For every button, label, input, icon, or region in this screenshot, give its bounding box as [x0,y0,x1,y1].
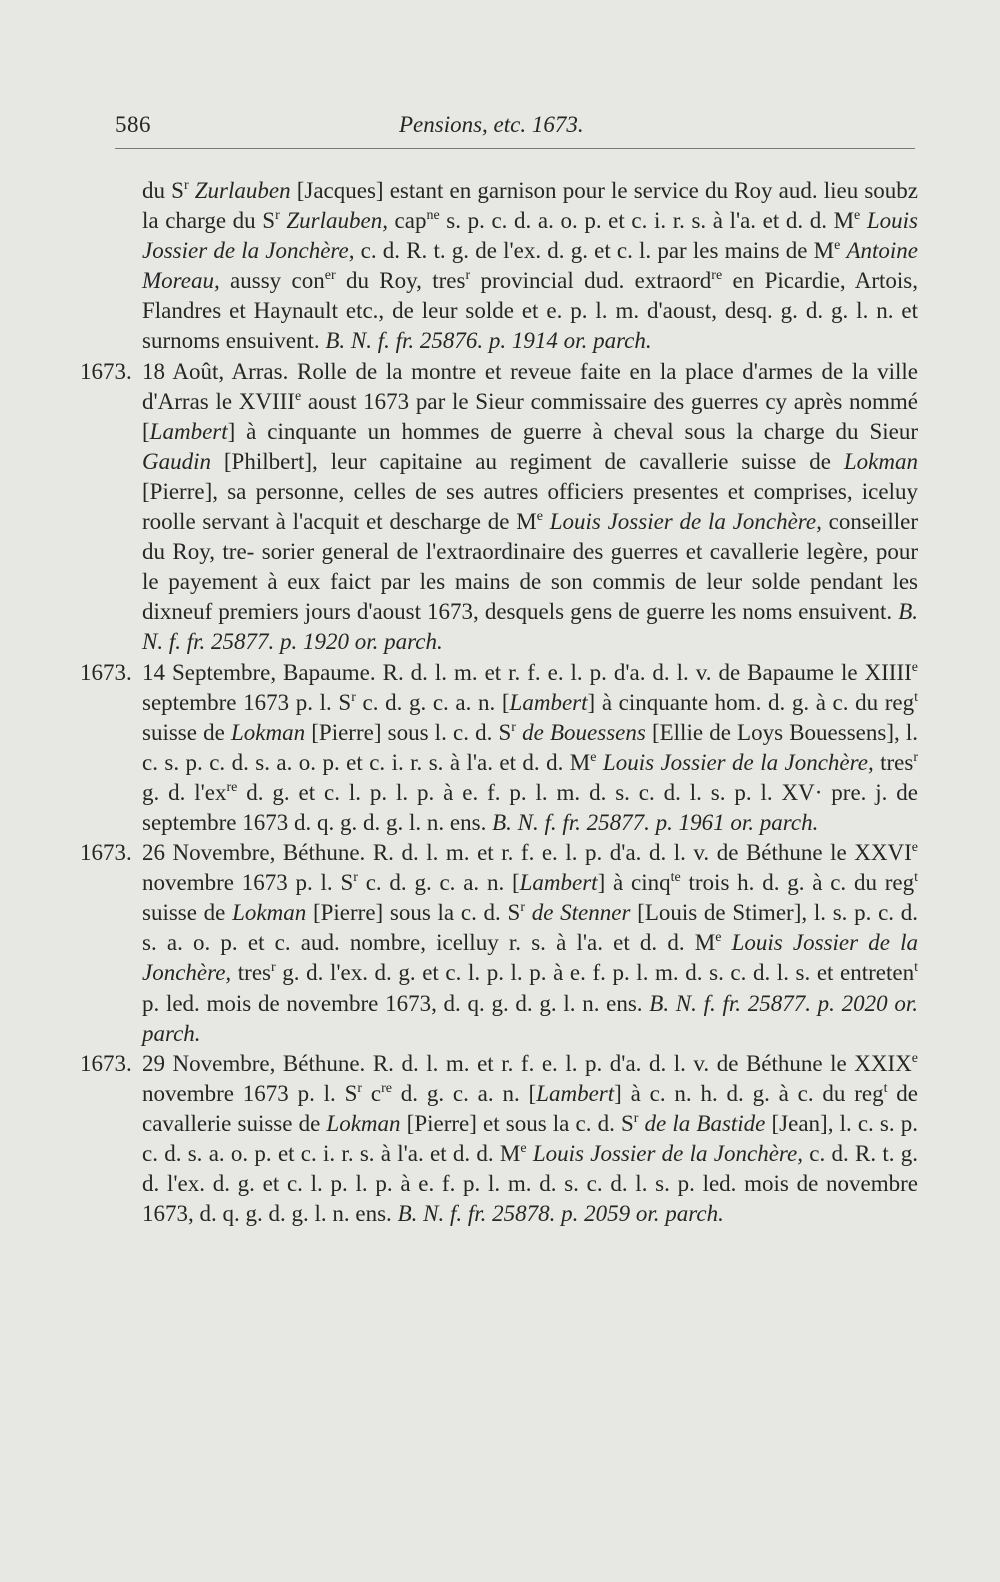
entry-paragraph [80,838,919,1049]
page-header [115,112,915,148]
entry-year: 1673. [80,659,132,685]
text-line: p. 1961 or. parch. [655,809,819,835]
text-line: pendant les dixneuf premiers jours d'aoust 1673, desquels gens de guerre [142,569,919,625]
text-line: à cinquante hom. d. g. à c. du reg$^t$ suisse de Lokman [Pierre] sous l. [142,689,918,745]
entry-year: 1673. [80,840,132,866]
entry-paragraph [142,176,918,357]
text-line: du $S^r$ Zurlauben [Jacques] estant en garnison pour le service du Roy [142,178,773,203]
text-line: i. r. s. à l'a. et d. d. Me Louis Jossier de la Jonchère, c. d. R. t. g. d. [142,1141,918,1197]
text-line: d. $l'ex^{re}$ d. g. et c. l. p. l. p. à e. f. p. l. m. d. s. c. d. l. s. p. l. XV· [168,779,823,805]
text-line: le payement à eux faict par les mains de son commis de leur solde [142,569,801,595]
entry-paragraph [80,658,919,839]
text-line: et descharge de Me Louis Jossier de la Jonchère, conseiller du Roy, tre- [142,509,919,565]
entry-paragraph [80,1049,919,1230]
text-line: c. d. $S^r$ de Bouessens [Ellie de Loys Bouessens], l. c. s. p. c. d. s. a. o. [142,719,919,775]
text-line: c. d. $S^r$ de Stenner [Louis de Stimer], l. s. p. c. d. s. a. o. p. et c. [142,900,919,956]
text-line: du Roy, tres$^r$ provincial dud. extraord$^{re}$ en Picardie, Artois, Flandres [142,268,919,324]
text-line: regiment de cavallerie suisse de Lokman [Pierre], sa personne, celles de [142,448,918,504]
text-line: l'ex. d. g. et c. l. p. l. p. à e. f. p. l. m. d. s. c. d. l. s. p. led. mois [166,1171,789,1197]
text-line: tres$^r$ g. d. l'ex. d. g. et c. l. p. l. p. à e. f. p. l. m. d. s. c. d. l. s. et [237,960,834,986]
text-line: 18 Août, Arras. Rolle de la montre et reveue faite en la place d'armes [142,358,813,384]
text-line: guerres cy après nommé [Lambert] à cinquante un hommes de guerre [142,388,918,444]
entry-year: 1673. [80,358,132,384]
text-line: les noms ensuivent. B. N. f. fr. 25877. p. 1920 or. parch. [142,599,918,655]
running-title: Pensions, etc. 1673. [399,112,584,137]
text-line: et Haynault etc., de leur solde et e. p. l. m. d'aoust, desq. g. d. g. l. [229,298,869,324]
text-line: Bapaume le XIIIIe septembre 1673 p. l. $S^r$ c. d. g. c. a. n. [Lambert] [142,659,919,715]
text-line: à cheval sous la charge du Sieur Gaudin [Philbert], leur capitaine au [142,418,918,474]
text-line: entreten$^t$ p. led. mois de novembre 1673, d. q. g. d. g. l. n. ens. B. N. [142,960,918,1016]
page-number: 586 [115,112,151,137]
text-line: de l'ex. d. g. et c. l. par les mains de Me Antoine Moreau, aussy con$^{er}$ [142,238,919,294]
text-line: à c. n. h. d. g. à c. du reg$^t$ de cavallerie suisse de Lokman [Pierre] et [142,1080,919,1136]
text-line: 14 Septembre, Bapaume. R. d. l. m. et r. f. e. l. p. d'a. d. l. v. de [142,659,741,685]
text-line: 26 Novembre, Béthune. R. d. l. m. et r. f. e. l. p. d'a. d. l. v. de [142,840,739,866]
text-line: aud. nombre, icelluy r. s. à l'a. et d. d. Me Louis Jossier de la Jonchère, [142,930,919,986]
text-line: Béthune le XXVIe novembre 1673 p. l. $S^r$ c. d. g. c. a. n. [Lambert] [142,840,918,896]
text-line: or. parch. [635,1201,724,1227]
entry-year: 1673. [80,1050,132,1076]
text-line: de novembre 1673, d. q. g. d. g. l. n. ens. B. N. f. fr. 25878. p. 2059 [142,1171,919,1227]
body-text [80,176,919,1229]
text-line: f. fr. 25877. p. 2020 or. parch. [142,990,919,1046]
text-line: 29 Novembre, Béthune. R. d. l. m. et r. f. e. l. p. d'a. d. l. v. de [142,1050,739,1076]
text-line: pre. j. de septembre 1673 d. q. g. d. g. l. n. ens. B. N. f. fr. 25877. [142,779,919,835]
text-line: ses autres officiers presentes et comprises, iceluy roolle servant à l'acquit [142,478,918,535]
text-line: n. et surnoms ensuivent. B. N. f. fr. 25876. p. 1914 or. parch. [142,298,919,354]
text-line: de la ville d'Arras le XVIIIe aoust 1673 par le Sieur commissaire des [142,358,919,414]
text-line: sous la c. d. $S^r$ de la Bastide [Jean], l. c. s. p. c. d. s. a. o. p. et c. [142,1110,918,1166]
text-line: aud. lieu soubz la charge du $S^r$ Zurlauben, cap$^{ne}$ s. p. c. d. a. o. p. et [142,178,919,234]
text-line: Béthune le XXIXe novembre 1673 p. l. $S^r$ $c^{re}$ d. g. c. a. n. [Lambert] [142,1050,918,1106]
text-line: p. et c. i. r. s. à l'a. et d. d. Me Louis Jossier de la Jonchère, tres$^r$ g. [142,749,919,805]
entry-paragraph [80,357,919,658]
text-line: c. i. r. s. à l'a. et d. d. Me Louis Jossier de la Jonchère, c. d. R. t. g. [142,208,919,264]
text-line: sorier general de l'extraordinaire des guerres et cavallerie legère, pour [261,539,919,565]
text-line: à cinq$^{te}$ trois h. d. g. à c. du reg$^t$ suisse de Lokman [Pierre] sous la [142,870,918,926]
header-rule [115,148,915,149]
